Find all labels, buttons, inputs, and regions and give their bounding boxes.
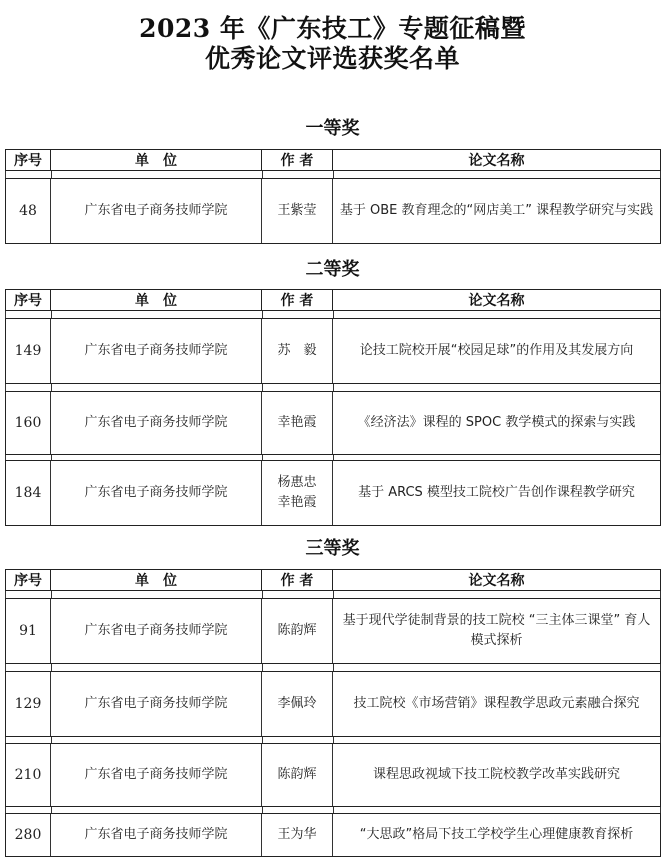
- table-row: [5, 391, 661, 455]
- column-header-index: 序号: [6, 290, 51, 310]
- section-title-first-prize: 一等奖: [305, 118, 360, 139]
- cell-unit: 广东省电子商务技师学院: [51, 599, 262, 663]
- cell-author: 王为华: [262, 814, 333, 856]
- table-header-first-prize: [5, 149, 661, 171]
- table-row: [5, 598, 661, 664]
- cell-unit: 广东省电子商务技师学院: [51, 179, 262, 243]
- cell-index: 280: [6, 814, 51, 856]
- column-header-index: 序号: [6, 570, 51, 590]
- table-row: [5, 671, 661, 737]
- cell-paper: 基于 OBE 教育理念的“网店美工” 课程教学研究与实践: [339, 203, 654, 218]
- column-header-unit: 单 位: [51, 570, 262, 590]
- cell-index: 91: [6, 599, 51, 663]
- cell-paper: 技工院校《市场营销》课程教学思政元素融合探究: [353, 696, 640, 711]
- table-row: [5, 178, 661, 244]
- column-header-paper: 论文名称: [468, 153, 525, 169]
- cell-index: 184: [6, 461, 51, 525]
- table-row: [5, 318, 661, 384]
- cell-index: 149: [6, 319, 51, 383]
- table-header-second-prize: [5, 289, 661, 311]
- cell-index: 129: [6, 672, 51, 736]
- cell-unit: 广东省电子商务技师学院: [51, 392, 262, 454]
- column-header-author: 作 者: [262, 570, 333, 590]
- cell-index: 160: [6, 392, 51, 454]
- column-header-paper: 论文名称: [468, 573, 525, 589]
- cell-paper: 基于现代学徒制背景的技工院校 “三主体三课堂” 育人模式探析: [342, 613, 651, 648]
- document-title-line-2: 优秀论文评选获奖名单: [204, 44, 460, 73]
- cell-author: 陈韵辉: [262, 744, 333, 806]
- cell-author: 李佩玲: [262, 672, 333, 736]
- table-row: [5, 743, 661, 807]
- column-header-author: 作 者: [262, 290, 333, 310]
- cell-paper: 课程思政视域下技工院校教学改革实践研究: [372, 767, 620, 782]
- cell-unit: 广东省电子商务技师学院: [51, 672, 262, 736]
- cell-author: [262, 461, 333, 525]
- column-header-author: 作 者: [262, 150, 333, 170]
- author-name: 杨惠忠: [277, 475, 317, 490]
- document-title-line-1: 2023 年《广东技工》专题征稿暨: [139, 14, 526, 43]
- table-row: [5, 813, 661, 857]
- cell-author: 苏 毅: [262, 319, 333, 383]
- cell-author: 陈韵辉: [262, 599, 333, 663]
- cell-unit: 广东省电子商务技师学院: [51, 461, 262, 525]
- cell-unit: 广东省电子商务技师学院: [51, 744, 262, 806]
- cell-index: 210: [6, 744, 51, 806]
- cell-paper: 《经济法》课程的 SPOC 教学模式的探索与实践: [357, 415, 636, 430]
- cell-author: 幸艳霞: [262, 392, 333, 454]
- cell-index: 48: [6, 179, 51, 243]
- section-title-second-prize: 二等奖: [305, 259, 360, 280]
- column-header-unit: 单 位: [51, 290, 262, 310]
- section-title-third-prize: 三等奖: [305, 538, 360, 559]
- cell-paper: 基于 ARCS 模型技工院校广告创作课程教学研究: [358, 485, 635, 500]
- column-header-index: 序号: [6, 150, 51, 170]
- cell-paper: 论技工院校开展“校园足球”的作用及其发展方向: [359, 343, 634, 358]
- author-name: 幸艳霞: [277, 495, 317, 510]
- column-header-paper: 论文名称: [468, 293, 525, 309]
- cell-unit: 广东省电子商务技师学院: [51, 814, 262, 856]
- cell-unit: 广东省电子商务技师学院: [51, 319, 262, 383]
- cell-paper: “大思政”格局下技工学校学生心理健康教育探析: [359, 827, 634, 842]
- column-header-unit: 单 位: [51, 150, 262, 170]
- cell-author: 王紫莹: [262, 179, 333, 243]
- table-row: [5, 460, 661, 526]
- table-header-third-prize: [5, 569, 661, 591]
